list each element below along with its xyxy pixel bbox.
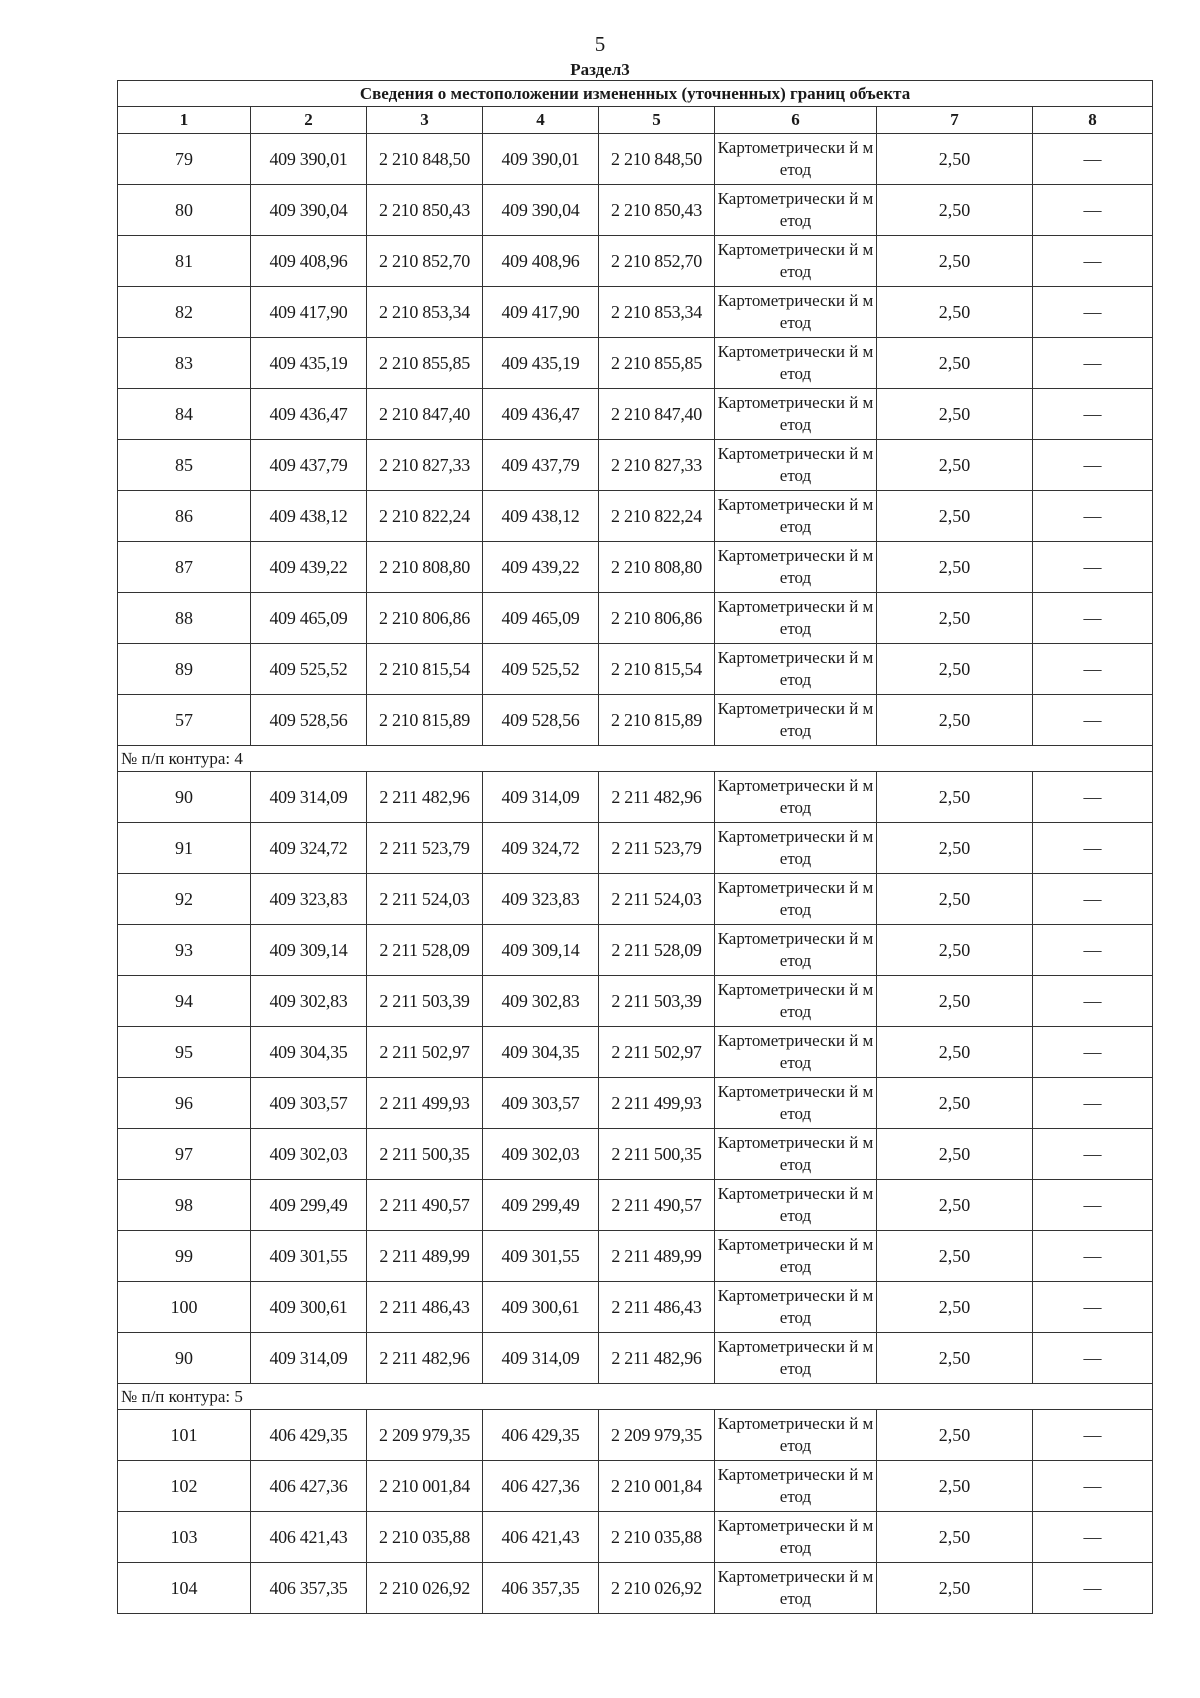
accuracy-cell: 2,50: [877, 1410, 1033, 1461]
method-cell: Картометрически й метод: [715, 134, 877, 185]
table-row: [118, 874, 1153, 925]
description-cell: —: [1033, 338, 1153, 389]
method-cell: Картометрически й метод: [715, 874, 877, 925]
column-header: 3: [367, 107, 483, 134]
y-coordinate-cell: 2 210 001,84: [599, 1461, 715, 1512]
table-row: [118, 823, 1153, 874]
y-coordinate-cell: 2 211 499,93: [367, 1078, 483, 1129]
table-row: [118, 1461, 1153, 1512]
x-coordinate-cell: 406 427,36: [483, 1461, 599, 1512]
x-coordinate-cell: 409 309,14: [251, 925, 367, 976]
table-row: [118, 236, 1153, 287]
table-row: [118, 1333, 1153, 1384]
y-coordinate-cell: 2 210 852,70: [367, 236, 483, 287]
point-number-cell: 92: [118, 874, 251, 925]
accuracy-cell: 2,50: [877, 925, 1033, 976]
y-coordinate-cell: 2 211 500,35: [367, 1129, 483, 1180]
description-cell: —: [1033, 236, 1153, 287]
description-cell: —: [1033, 1027, 1153, 1078]
point-number-cell: 79: [118, 134, 251, 185]
y-coordinate-cell: 2 211 482,96: [367, 1333, 483, 1384]
x-coordinate-cell: 409 302,83: [251, 976, 367, 1027]
method-cell: Картометрически й метод: [715, 695, 877, 746]
table-row: [118, 925, 1153, 976]
x-coordinate-cell: 409 300,61: [251, 1282, 367, 1333]
column-header: 6: [715, 107, 877, 134]
y-coordinate-cell: 2 210 847,40: [367, 389, 483, 440]
description-cell: —: [1033, 772, 1153, 823]
accuracy-cell: 2,50: [877, 134, 1033, 185]
description-cell: —: [1033, 185, 1153, 236]
table-row: [118, 1410, 1153, 1461]
description-cell: —: [1033, 1129, 1153, 1180]
y-coordinate-cell: 2 210 815,54: [367, 644, 483, 695]
y-coordinate-cell: 2 211 502,97: [599, 1027, 715, 1078]
table-body: [118, 81, 1153, 1614]
point-number-cell: 99: [118, 1231, 251, 1282]
column-header: 7: [877, 107, 1033, 134]
y-coordinate-cell: 2 210 848,50: [599, 134, 715, 185]
x-coordinate-cell: 409 304,35: [251, 1027, 367, 1078]
x-coordinate-cell: 409 439,22: [251, 542, 367, 593]
x-coordinate-cell: 409 324,72: [251, 823, 367, 874]
x-coordinate-cell: 406 357,35: [483, 1563, 599, 1614]
method-cell: Картометрически й метод: [715, 1333, 877, 1384]
x-coordinate-cell: 409 390,04: [251, 185, 367, 236]
description-cell: —: [1033, 134, 1153, 185]
y-coordinate-cell: 2 209 979,35: [367, 1410, 483, 1461]
method-cell: Картометрически й метод: [715, 389, 877, 440]
accuracy-cell: 2,50: [877, 440, 1033, 491]
method-cell: Картометрически й метод: [715, 1461, 877, 1512]
x-coordinate-cell: 406 429,35: [251, 1410, 367, 1461]
description-cell: —: [1033, 491, 1153, 542]
y-coordinate-cell: 2 210 853,34: [367, 287, 483, 338]
y-coordinate-cell: 2 210 035,88: [367, 1512, 483, 1563]
contour-header-row: [118, 1384, 1153, 1410]
column-header: 5: [599, 107, 715, 134]
page-number: 5: [594, 32, 606, 56]
x-coordinate-cell: 409 323,83: [483, 874, 599, 925]
x-coordinate-cell: 409 299,49: [483, 1180, 599, 1231]
column-header: 4: [483, 107, 599, 134]
x-coordinate-cell: 406 357,35: [251, 1563, 367, 1614]
description-cell: —: [1033, 1333, 1153, 1384]
table-row: [118, 542, 1153, 593]
description-cell: —: [1033, 1563, 1153, 1614]
table-row: [118, 440, 1153, 491]
y-coordinate-cell: 2 210 827,33: [599, 440, 715, 491]
method-cell: Картометрически й метод: [715, 185, 877, 236]
method-cell: Картометрически й метод: [715, 440, 877, 491]
x-coordinate-cell: 409 390,01: [483, 134, 599, 185]
x-coordinate-cell: 409 528,56: [251, 695, 367, 746]
method-cell: Картометрически й метод: [715, 644, 877, 695]
point-number-cell: 90: [118, 772, 251, 823]
accuracy-cell: 2,50: [877, 542, 1033, 593]
description-cell: —: [1033, 1078, 1153, 1129]
accuracy-cell: 2,50: [877, 1231, 1033, 1282]
x-coordinate-cell: 409 303,57: [483, 1078, 599, 1129]
point-number-cell: 95: [118, 1027, 251, 1078]
description-cell: —: [1033, 1282, 1153, 1333]
y-coordinate-cell: 2 210 001,84: [367, 1461, 483, 1512]
table-row: [118, 976, 1153, 1027]
contour-label: № п/п контура: 5: [118, 1384, 1153, 1410]
table-row: [118, 389, 1153, 440]
contour-header-row: [118, 746, 1153, 772]
method-cell: Картометрически й метод: [715, 593, 877, 644]
point-number-cell: 101: [118, 1410, 251, 1461]
y-coordinate-cell: 2 210 848,50: [367, 134, 483, 185]
y-coordinate-cell: 2 211 490,57: [367, 1180, 483, 1231]
point-number-cell: 85: [118, 440, 251, 491]
method-cell: Картометрически й метод: [715, 823, 877, 874]
point-number-cell: 102: [118, 1461, 251, 1512]
y-coordinate-cell: 2 211 524,03: [599, 874, 715, 925]
y-coordinate-cell: 2 210 026,92: [367, 1563, 483, 1614]
table-row: [118, 1231, 1153, 1282]
y-coordinate-cell: 2 210 853,34: [599, 287, 715, 338]
x-coordinate-cell: 409 465,09: [483, 593, 599, 644]
table-row: [118, 185, 1153, 236]
boundary-coordinates-table: [117, 80, 1153, 1614]
accuracy-cell: 2,50: [877, 1333, 1033, 1384]
description-cell: —: [1033, 976, 1153, 1027]
table-row: [118, 338, 1153, 389]
y-coordinate-cell: 2 210 026,92: [599, 1563, 715, 1614]
x-coordinate-cell: 409 309,14: [483, 925, 599, 976]
accuracy-cell: 2,50: [877, 491, 1033, 542]
method-cell: Картометрически й метод: [715, 1129, 877, 1180]
y-coordinate-cell: 2 210 855,85: [367, 338, 483, 389]
method-cell: Картометрически й метод: [715, 976, 877, 1027]
accuracy-cell: 2,50: [877, 823, 1033, 874]
table-caption: Сведения о местоположении измененных (уточненных) границ объекта: [118, 81, 1153, 107]
y-coordinate-cell: 2 210 847,40: [599, 389, 715, 440]
y-coordinate-cell: 2 211 482,96: [367, 772, 483, 823]
point-number-cell: 82: [118, 287, 251, 338]
accuracy-cell: 2,50: [877, 1461, 1033, 1512]
x-coordinate-cell: 409 417,90: [483, 287, 599, 338]
y-coordinate-cell: 2 211 490,57: [599, 1180, 715, 1231]
x-coordinate-cell: 409 299,49: [251, 1180, 367, 1231]
x-coordinate-cell: 406 427,36: [251, 1461, 367, 1512]
point-number-cell: 98: [118, 1180, 251, 1231]
point-number-cell: 87: [118, 542, 251, 593]
y-coordinate-cell: 2 210 808,80: [599, 542, 715, 593]
accuracy-cell: 2,50: [877, 1129, 1033, 1180]
method-cell: Картометрически й метод: [715, 491, 877, 542]
method-cell: Картометрически й метод: [715, 1563, 877, 1614]
x-coordinate-cell: 409 314,09: [483, 772, 599, 823]
point-number-cell: 90: [118, 1333, 251, 1384]
section-title: Раздел3: [570, 60, 630, 79]
y-coordinate-cell: 2 211 482,96: [599, 1333, 715, 1384]
point-number-cell: 80: [118, 185, 251, 236]
column-header: 8: [1033, 107, 1153, 134]
x-coordinate-cell: 409 465,09: [251, 593, 367, 644]
method-cell: Картометрически й метод: [715, 287, 877, 338]
y-coordinate-cell: 2 211 486,43: [599, 1282, 715, 1333]
accuracy-cell: 2,50: [877, 185, 1033, 236]
x-coordinate-cell: 409 302,03: [251, 1129, 367, 1180]
description-cell: —: [1033, 1512, 1153, 1563]
accuracy-cell: 2,50: [877, 338, 1033, 389]
y-coordinate-cell: 2 210 806,86: [599, 593, 715, 644]
point-number-cell: 97: [118, 1129, 251, 1180]
column-header: 1: [118, 107, 251, 134]
accuracy-cell: 2,50: [877, 1027, 1033, 1078]
method-cell: Картометрически й метод: [715, 1078, 877, 1129]
y-coordinate-cell: 2 211 499,93: [599, 1078, 715, 1129]
method-cell: Картометрически й метод: [715, 1027, 877, 1078]
x-coordinate-cell: 409 408,96: [483, 236, 599, 287]
point-number-cell: 91: [118, 823, 251, 874]
table-row: [118, 1078, 1153, 1129]
point-number-cell: 96: [118, 1078, 251, 1129]
y-coordinate-cell: 2 210 035,88: [599, 1512, 715, 1563]
description-cell: —: [1033, 695, 1153, 746]
y-coordinate-cell: 2 210 808,80: [367, 542, 483, 593]
accuracy-cell: 2,50: [877, 644, 1033, 695]
method-cell: Картометрически й метод: [715, 1512, 877, 1563]
method-cell: Картометрически й метод: [715, 772, 877, 823]
description-cell: —: [1033, 542, 1153, 593]
x-coordinate-cell: 406 421,43: [251, 1512, 367, 1563]
accuracy-cell: 2,50: [877, 236, 1033, 287]
table-row: [118, 1027, 1153, 1078]
x-coordinate-cell: 409 314,09: [483, 1333, 599, 1384]
point-number-cell: 93: [118, 925, 251, 976]
table-row: [118, 1563, 1153, 1614]
y-coordinate-cell: 2 211 482,96: [599, 772, 715, 823]
point-number-cell: 84: [118, 389, 251, 440]
accuracy-cell: 2,50: [877, 976, 1033, 1027]
point-number-cell: 86: [118, 491, 251, 542]
x-coordinate-cell: 409 439,22: [483, 542, 599, 593]
description-cell: —: [1033, 1231, 1153, 1282]
y-coordinate-cell: 2 211 486,43: [367, 1282, 483, 1333]
x-coordinate-cell: 409 438,12: [251, 491, 367, 542]
x-coordinate-cell: 409 324,72: [483, 823, 599, 874]
y-coordinate-cell: 2 210 815,89: [367, 695, 483, 746]
accuracy-cell: 2,50: [877, 1180, 1033, 1231]
contour-label: № п/п контура: 4: [118, 746, 1153, 772]
point-number-cell: 94: [118, 976, 251, 1027]
method-cell: Картометрически й метод: [715, 1410, 877, 1461]
x-coordinate-cell: 409 302,83: [483, 976, 599, 1027]
point-number-cell: 89: [118, 644, 251, 695]
x-coordinate-cell: 409 437,79: [483, 440, 599, 491]
x-coordinate-cell: 406 429,35: [483, 1410, 599, 1461]
x-coordinate-cell: 409 303,57: [251, 1078, 367, 1129]
description-cell: —: [1033, 440, 1153, 491]
description-cell: —: [1033, 874, 1153, 925]
table-row: [118, 134, 1153, 185]
y-coordinate-cell: 2 211 528,09: [367, 925, 483, 976]
point-number-cell: 88: [118, 593, 251, 644]
table-row: [118, 772, 1153, 823]
accuracy-cell: 2,50: [877, 593, 1033, 644]
x-coordinate-cell: 409 390,04: [483, 185, 599, 236]
y-coordinate-cell: 2 211 489,99: [599, 1231, 715, 1282]
description-cell: —: [1033, 644, 1153, 695]
accuracy-cell: 2,50: [877, 1512, 1033, 1563]
y-coordinate-cell: 2 210 815,89: [599, 695, 715, 746]
y-coordinate-cell: 2 211 502,97: [367, 1027, 483, 1078]
accuracy-cell: 2,50: [877, 389, 1033, 440]
point-number-cell: 57: [118, 695, 251, 746]
accuracy-cell: 2,50: [877, 287, 1033, 338]
point-number-cell: 103: [118, 1512, 251, 1563]
accuracy-cell: 2,50: [877, 695, 1033, 746]
table-row: [118, 1282, 1153, 1333]
y-coordinate-cell: 2 211 489,99: [367, 1231, 483, 1282]
y-coordinate-cell: 2 210 806,86: [367, 593, 483, 644]
y-coordinate-cell: 2 211 523,79: [599, 823, 715, 874]
method-cell: Картометрически й метод: [715, 1180, 877, 1231]
point-number-cell: 81: [118, 236, 251, 287]
x-coordinate-cell: 409 314,09: [251, 772, 367, 823]
column-header: 2: [251, 107, 367, 134]
x-coordinate-cell: 409 435,19: [483, 338, 599, 389]
point-number-cell: 83: [118, 338, 251, 389]
method-cell: Картометрически й метод: [715, 338, 877, 389]
y-coordinate-cell: 2 211 523,79: [367, 823, 483, 874]
description-cell: —: [1033, 823, 1153, 874]
x-coordinate-cell: 409 436,47: [251, 389, 367, 440]
accuracy-cell: 2,50: [877, 772, 1033, 823]
table-row: [118, 644, 1153, 695]
point-number-cell: 104: [118, 1563, 251, 1614]
y-coordinate-cell: 2 211 500,35: [599, 1129, 715, 1180]
table-row: [118, 1129, 1153, 1180]
x-coordinate-cell: 409 300,61: [483, 1282, 599, 1333]
y-coordinate-cell: 2 210 827,33: [367, 440, 483, 491]
description-cell: —: [1033, 1180, 1153, 1231]
accuracy-cell: 2,50: [877, 1078, 1033, 1129]
x-coordinate-cell: 409 323,83: [251, 874, 367, 925]
description-cell: —: [1033, 1461, 1153, 1512]
x-coordinate-cell: 409 301,55: [483, 1231, 599, 1282]
description-cell: —: [1033, 389, 1153, 440]
method-cell: Картометрически й метод: [715, 236, 877, 287]
x-coordinate-cell: 409 390,01: [251, 134, 367, 185]
y-coordinate-cell: 2 210 855,85: [599, 338, 715, 389]
y-coordinate-cell: 2 210 852,70: [599, 236, 715, 287]
y-coordinate-cell: 2 211 524,03: [367, 874, 483, 925]
y-coordinate-cell: 2 211 528,09: [599, 925, 715, 976]
description-cell: —: [1033, 287, 1153, 338]
accuracy-cell: 2,50: [877, 874, 1033, 925]
y-coordinate-cell: 2 210 850,43: [367, 185, 483, 236]
method-cell: Картометрически й метод: [715, 1282, 877, 1333]
y-coordinate-cell: 2 210 850,43: [599, 185, 715, 236]
x-coordinate-cell: 406 421,43: [483, 1512, 599, 1563]
table-row: [118, 287, 1153, 338]
accuracy-cell: 2,50: [877, 1282, 1033, 1333]
table-row: [118, 491, 1153, 542]
x-coordinate-cell: 409 528,56: [483, 695, 599, 746]
x-coordinate-cell: 409 525,52: [251, 644, 367, 695]
table-caption-row: [118, 81, 1153, 107]
x-coordinate-cell: 409 417,90: [251, 287, 367, 338]
y-coordinate-cell: 2 211 503,39: [599, 976, 715, 1027]
accuracy-cell: 2,50: [877, 1563, 1033, 1614]
x-coordinate-cell: 409 437,79: [251, 440, 367, 491]
point-number-cell: 100: [118, 1282, 251, 1333]
table-row: [118, 593, 1153, 644]
x-coordinate-cell: 409 304,35: [483, 1027, 599, 1078]
x-coordinate-cell: 409 302,03: [483, 1129, 599, 1180]
x-coordinate-cell: 409 435,19: [251, 338, 367, 389]
method-cell: Картометрически й метод: [715, 1231, 877, 1282]
table-row: [118, 695, 1153, 746]
description-cell: —: [1033, 593, 1153, 644]
description-cell: —: [1033, 1410, 1153, 1461]
y-coordinate-cell: 2 210 822,24: [367, 491, 483, 542]
x-coordinate-cell: 409 438,12: [483, 491, 599, 542]
description-cell: —: [1033, 925, 1153, 976]
x-coordinate-cell: 409 314,09: [251, 1333, 367, 1384]
method-cell: Картометрически й метод: [715, 542, 877, 593]
y-coordinate-cell: 2 210 815,54: [599, 644, 715, 695]
y-coordinate-cell: 2 210 822,24: [599, 491, 715, 542]
method-cell: Картометрически й метод: [715, 925, 877, 976]
column-header-row: [118, 107, 1153, 134]
y-coordinate-cell: 2 211 503,39: [367, 976, 483, 1027]
x-coordinate-cell: 409 408,96: [251, 236, 367, 287]
table-row: [118, 1180, 1153, 1231]
x-coordinate-cell: 409 301,55: [251, 1231, 367, 1282]
x-coordinate-cell: 409 525,52: [483, 644, 599, 695]
table-row: [118, 1512, 1153, 1563]
y-coordinate-cell: 2 209 979,35: [599, 1410, 715, 1461]
x-coordinate-cell: 409 436,47: [483, 389, 599, 440]
